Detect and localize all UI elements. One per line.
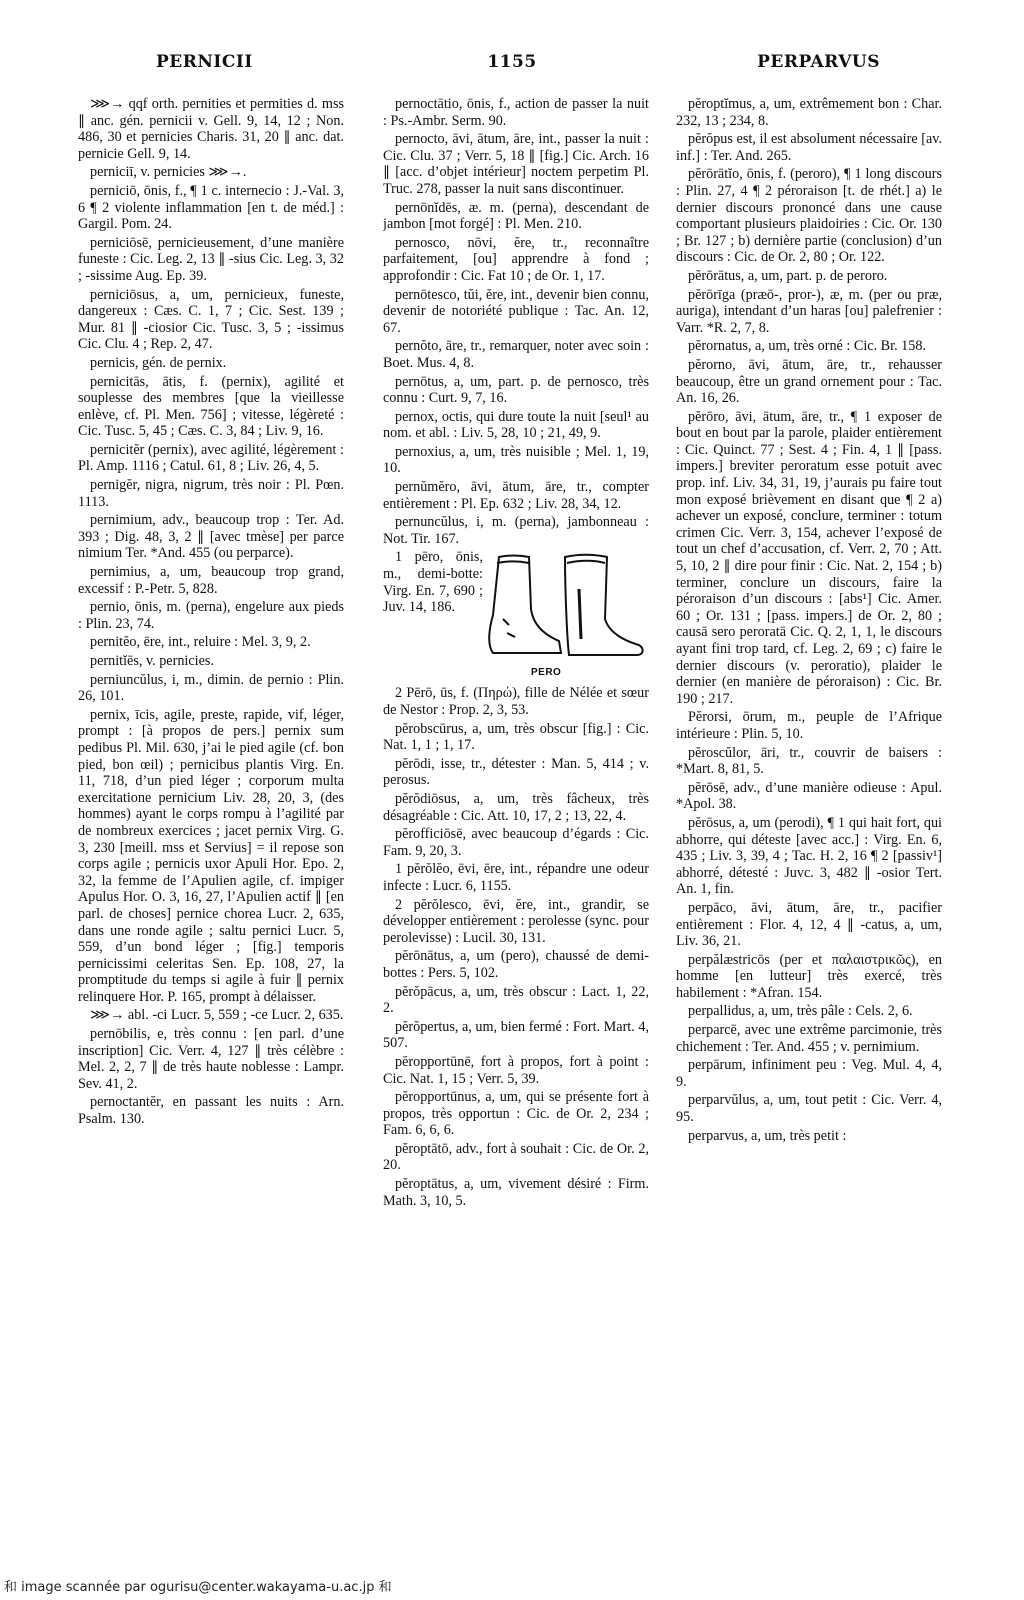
- dictionary-entry: pernio, ōnis, m. (perna), engelure aux pieds : Plin. 23, 74.: [78, 599, 344, 632]
- header-left-guideword: PERNICII: [156, 52, 253, 72]
- dictionary-entry: perpălæstricōs (per et παλαιστρικῶς), en homme [en lutteur] très exercé, très habilement : *Afran. 154.: [676, 951, 942, 1001]
- dictionary-entry: pĕrōro, āvi, ātum, āre, tr., ¶ 1 exposer de bout en bout par la parole, plaider entièrement : Cic. Quinct. 77 ; Sest. 4 ; Fin. 4, 1 ∥ [pass. impers.] breviter peroratum esse potuit avec prop. inf. Liv. 34, 31, 19, j’aurais pu faire tout mon exposé brièvement en disant que ¶ 2 a) achever un exposé, conclure, terminer : totum crimen Cic. Verr. 3, 154, achever l’exposé de tout un chef d’accusation, cf. Verr. 2, 70 ; Att. 5, 10, 2 ∥ dire pour finir : Cic. Nat. 2, 154 ; b) terminer, conclure un discours, faire la péroraison d’un discours : [abs¹] Cic. Amer. 60 ; Or. 131 ; [pass. impers.] de Or. 2, 80 ; causā sero peroratā Cic. Q. 2, 1, 1, le discours ayant fini trop tard, cf. Leg. 2, 69 ; c) faire le dernier discours (v. peroratio), plaider le dernier (en manière de péroraison) : Cic. Br. 190 ; 217.: [676, 408, 942, 707]
- dictionary-entry: pĕrorno, āvi, ātum, āre, tr., rehausser beaucoup, être un grand ornement pour : Tac. An. 16, 26.: [676, 356, 942, 407]
- dictionary-entry: perniciōsē, pernicieusement, d’une manière funeste : Cic. Leg. 2, 13 ∥ -sius Cic. Leg. 3, 32 ; -sissime Aug. Ep. 39.: [78, 234, 344, 284]
- dictionary-entry: pĕroptātō, adv., fort à souhait : Cic. de Or. 2, 20.: [383, 1140, 649, 1174]
- dictionary-entry: pernix, īcis, agile, preste, rapide, vif, léger, prompt : [à propos de pers.] pernix sum pedibus Pl. Mil. 630, j’ai le pied agile (cf. bon pied, bon œil) ; pernicibus plantis Virg. En. 11, 718, d’un pied léger ; corporum multa exercitatione pernicium Liv. 28, 20, 3, (des hommes) ayant le corps rompu à l’agilité par de nombreux exercices ; jacet pernix Virg. G. 3, 230 [meill. mss et Servius] = il repose son corps agile ; pernicis uxor Apuli Hor. Epo. 2, 32, la femme de l’Apulien agile, cf. impiger Apulus Hor. O. 3, 16, 27, l’Apulien actif ∥ [en parl. de choses] pernice chorea Lucr. 2, 635, dans une ronde agile ; saltu pernici Lucr. 5, 559, d’un bond léger ; [fig.] temporis pernicissimi celeritas Sen. Ep. 108, 27, la promptitude du temps si agile à fuir ∥ pernix relinquere Hor. P. 165, prompt à délaisser.: [78, 706, 344, 1005]
- dictionary-entry: pernoctantĕr, en passant les nuits : Arn. Psalm. 130.: [78, 1094, 344, 1128]
- dictionary-entry: pernox, octis, qui dure toute la nuit [seul¹ au nom. et abl. : Liv. 5, 28, 10 ; 21, 49, 9.: [383, 408, 649, 442]
- column-right: [676, 96, 942, 1566]
- dictionary-entry: perparcē, avec une extrême parcimonie, très chichement : Ter. And. 455 ; v. pernimium.: [676, 1022, 942, 1055]
- dictionary-entry: pĕrōrīga (præō-, pror-), æ, m. (per ou præ, auriga), intendant d’un haras [ou] palefrenier : Varr. *R. 2, 7, 8.: [676, 286, 942, 336]
- dictionary-entry: pĕroptātus, a, um, vivement désiré : Firm. Math. 3, 10, 5.: [383, 1176, 649, 1209]
- dictionary-entry: pĕrŏpertus, a, um, bien fermé : Fort. Mart. 4, 507.: [383, 1018, 649, 1052]
- dictionary-entry: perniuncŭlus, i, m., dimin. de pernio : Plin. 26, 101.: [78, 671, 344, 705]
- dictionary-entry: 1 pēro, ōnis, m., demi-botte: Virg. En. 7, 690 ; Juv. 14, 186.: [383, 549, 483, 616]
- pero-illustration-block: [383, 549, 649, 681]
- dictionary-entry: pĕrōrātus, a, um, part. p. de peroro.: [688, 267, 888, 284]
- dictionary-entry: pĕrōnātus, a, um (pero), chaussé de demi-bottes : Pers. 5, 102.: [383, 948, 649, 981]
- dictionary-entry: pĕrōsus, a, um (perodi), ¶ 1 qui hait fort, qui abhorre, qui déteste [avec acc.] : Virg. En. 6, 435 ; Liv. 3, 39, 4 ; Tac. H. 2, 16 ¶ 2 [passiv¹] abhorré, détesté : Juvc. 3, 482 ∥ -osior Tert. An. 1, fin.: [676, 814, 942, 898]
- dictionary-entry: 2 Pērō, ūs, f. (Πηρώ), fille de Nélée et sœur de Nestor : Prop. 2, 3, 53.: [383, 685, 649, 719]
- dictionary-entry: perpārum, infiniment peu : Veg. Mul. 4, 4, 9.: [676, 1057, 942, 1090]
- dictionary-entry: pernōbilis, e, très connu : [en parl. d’une inscription] Cic. Verr. 4, 127 ∥ très célèbre : Mel. 2, 2, 7 ∥ de très haute noblesse : Lampr. Sev. 41, 2.: [78, 1026, 344, 1092]
- dictionary-entry: pĕroptĭmus, a, um, extrêmement bon : Char. 232, 13 ; 234, 8.: [676, 96, 942, 129]
- dictionary-entry: pernimius, a, um, beaucoup trop grand, excessif : P.-Petr. 5, 828.: [78, 564, 344, 597]
- dictionary-entry: pernigĕr, nigra, nigrum, très noir : Pl. Pœn. 1113.: [78, 477, 344, 510]
- dictionary-entry: pernocto, āvi, ātum, āre, int., passer la nuit : Cic. Clu. 37 ; Verr. 5, 18 ∥ [fig.] Cic. Arch. 16 ∥ [acc. d’objet intérieur] noctem perpetim Pl. Truc. 278, passer la nuit sans discontinuer.: [383, 131, 649, 197]
- dictionary-entry: pernoxius, a, um, très nuisible ; Mel. 1, 19, 10.: [383, 443, 649, 477]
- dictionary-entry: perparvŭlus, a, um, tout petit : Cic. Verr. 4, 95.: [676, 1092, 942, 1126]
- header-right-guideword: PERPARVUS: [757, 52, 880, 72]
- page-header: [0, 52, 1024, 82]
- dictionary-entry: pĕropportūnē, fort à propos, fort à point : Cic. Nat. 1, 15 ; Verr. 5, 39.: [383, 1053, 649, 1087]
- dictionary-entry: pĕrōrātĭo, ōnis, f. (peroro), ¶ 1 long discours : Plin. 27, 4 ¶ 2 péroraison [t. de rhét.] a) le dernier discours prononcé dans une cause comportant plusieurs plaidoiries : Cic. Or. 130 ; Br. 127 ; b) dernière partie (conclusion) d’un discours : Cic. de Or. 2, 80 ; Or. 122.: [676, 166, 942, 266]
- dictionary-entry: pĕrornatus, a, um, très orné : Cic. Br. 158.: [688, 338, 926, 355]
- dictionary-entry: pernosco, nōvi, ĕre, tr., reconnaître parfaitement, [ou] apprendre à fond ; approfondir : Cic. Fat 10 ; de Or. 1, 17.: [383, 234, 649, 284]
- dictionary-entry: perniciō, ōnis, f., ¶ 1 c. internecio : J.-Val. 3, 6 ¶ 2 violente inflammation [en t. de méd.] : Gargil. Pom. 24.: [78, 182, 344, 233]
- dictionary-entry: pĕrōsē, adv., d’une manière odieuse : Apul. *Apol. 38.: [676, 779, 942, 813]
- dictionary-entry: 2 pĕrŏlesco, ēvi, ĕre, int., grandir, se développer entièrement : perolesse (sync. pour perolevisse) : Lucil. 30, 131.: [383, 896, 649, 946]
- dictionary-entry: perniciōsus, a, um, pernicieux, funeste, dangereux : Cæs. C. 1, 7 ; Cic. Sest. 139 ; Mur. 81 ∥ -ciosior Cic. Tusc. 3, 5 ; -issimus Cic. Clu. 4 ; Rep. 2, 47.: [78, 286, 344, 353]
- dictionary-entry: ⋙→ qqf orth. pernities et permities d. mss ∥ anc. gén. pernicii v. Gell. 9, 14, 12 ; Non. 486, 30 et pernicies Charis. 31, 20 ∥ anc. dat. pernicie Gell. 9, 14.: [78, 96, 344, 162]
- dictionary-entry: perpāco, āvi, ātum, āre, tr., pacifier entièrement : Flor. 4, 12, 4 ∥ -catus, a, um, Liv. 36, 21.: [676, 899, 942, 950]
- dictionary-entry: pernitĕo, ēre, int., reluire : Mel. 3, 9, 2.: [90, 634, 311, 651]
- dictionary-entry: pernuncŭlus, i, m. (perna), jambonneau : Not. Tir. 167.: [383, 514, 649, 547]
- dictionary-entry: pernimium, adv., beaucoup trop : Ter. Ad. 393 ; Dig. 48, 3, 2 ∥ [avec tmèse] per parce nimium Ter. *And. 455 (ou perparce).: [78, 512, 344, 562]
- dictionary-entry: pernicitĕr (pernix), avec agilité, légèrement : Pl. Amp. 1116 ; Catul. 61, 8 ; Liv. 26, 4, 5.: [78, 441, 344, 475]
- dictionary-entry: pĕropportūnus, a, um, qui se présente fort à propos, très opportun : Cic. de Or. 2, 234 ; Fam. 6, 6, 6.: [383, 1089, 649, 1139]
- dictionary-entry: Pĕrorsi, ōrum, m., peuple de l’Afrique intérieure : Plin. 5, 10.: [676, 709, 942, 742]
- boot-illustration: [479, 549, 649, 665]
- dictionary-entry: pernōtesco, tŭi, ĕre, int., devenir bien connu, devenir de notoriété publique : Tac. An. 12, 67.: [383, 286, 649, 336]
- dictionary-entry: pernicitās, ātis, f. (pernix), agilité et souplesse des membres [que la vieillesse enlève, cf. Pl. Men. 756] ; vitesse, légèreté : Cic. Tusc. 5, 45 ; Cæs. C. 3, 84 ; Liv. 9, 16.: [78, 373, 344, 440]
- dictionary-entry: pĕrōdi, isse, tr., détester : Man. 5, 414 ; v. perosus.: [383, 755, 649, 789]
- dictionary-entry: pĕrŏpus est, il est absolument nécessaire [av. inf.] : Ter. And. 265.: [676, 131, 942, 164]
- column-middle: [383, 96, 649, 1566]
- dictionary-entry: perparvus, a, um, très petit :: [688, 1127, 847, 1144]
- dictionary-entry: pernōtus, a, um, part. p. de pernosco, très connu : Curt. 9, 7, 16.: [383, 373, 649, 407]
- dictionary-entry: pĕrofficiōsē, avec beaucoup d’égards : Cic. Fam. 9, 20, 3.: [383, 826, 649, 859]
- dictionary-entry: perpallidus, a, um, très pâle : Cels. 2, 6.: [688, 1003, 913, 1020]
- illustration-caption: PERO: [531, 667, 562, 679]
- dictionary-entry: pernoctātio, ōnis, f., action de passer la nuit : Ps.-Ambr. Serm. 90.: [383, 96, 649, 129]
- dictionary-entry: pĕrŏdiōsus, a, um, très fâcheux, très désagréable : Cic. Att. 10, 17, 2 ; 13, 22, 4.: [383, 791, 649, 824]
- dictionary-entry: pernicis, gén. de pernix.: [90, 354, 227, 371]
- dictionary-entry: pernŭmĕro, āvi, ātum, āre, tr., compter entièrement : Pl. Ep. 632 ; Liv. 28, 34, 12.: [383, 479, 649, 512]
- dictionary-entry: pĕroscŭlor, āri, tr., couvrir de baisers : *Mart. 8, 81, 5.: [676, 744, 942, 778]
- dictionary-entry: pĕrŏpācus, a, um, très obscur : Lact. 1, 22, 2.: [383, 983, 649, 1017]
- dictionary-entry: pĕrobscūrus, a, um, très obscur [fig.] : Cic. Nat. 1, 1 ; 1, 17.: [383, 720, 649, 754]
- scan-credit-footer: 和 image scannée par ogurisu@center.wakayama-u.ac.jp 和: [4, 1580, 392, 1595]
- dictionary-entry: ⋙→ abl. -ci Lucr. 5, 559 ; -ce Lucr. 2, 635.: [90, 1007, 344, 1024]
- dictionary-entry: perniciī, v. pernicies ⋙→.: [90, 164, 247, 181]
- column-left: [78, 96, 344, 1566]
- dictionary-entry: pernitĭēs, v. pernicies.: [90, 653, 214, 669]
- dictionary-entry: 1 pĕrŏlĕo, ēvi, ēre, int., répandre une odeur infecte : Lucr. 6, 1155.: [383, 861, 649, 894]
- page-number: 1155: [487, 52, 537, 72]
- dictionary-entry: pernōnĭdēs, æ. m. (perna), descendant de jambon [mot forgé] : Pl. Men. 210.: [383, 199, 649, 233]
- dictionary-entry: pernŏto, āre, tr., remarquer, noter avec soin : Boet. Mus. 4, 8.: [383, 338, 649, 371]
